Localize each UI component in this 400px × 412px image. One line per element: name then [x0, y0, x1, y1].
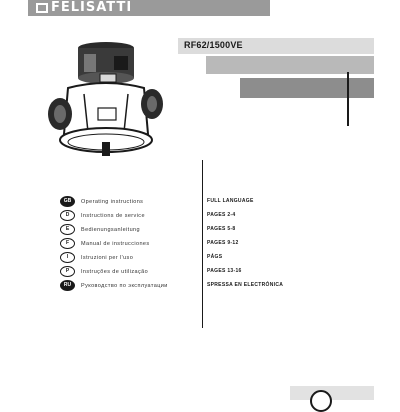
language-row-d [60, 210, 206, 221]
language-badge: P [60, 266, 75, 277]
language-row-i [60, 252, 206, 263]
decorative-bar-dark [240, 78, 374, 98]
footer-corner-box [290, 386, 374, 400]
language-pages: PAGES 2-4 [207, 212, 236, 218]
language-row-gb [60, 196, 206, 207]
router-product-image [44, 38, 164, 164]
language-title: Instruções de utilização [81, 268, 149, 275]
language-title: Operating instructions [81, 198, 144, 205]
language-pages: PAGES 13-16 [207, 268, 242, 274]
language-title: Bedienungsanleitung [81, 226, 140, 233]
language-row-e [60, 224, 206, 235]
brand-logo [36, 1, 232, 14]
divider-line-right [347, 72, 349, 126]
logo-mark-icon [36, 3, 48, 13]
language-title: Manual de instrucciones [81, 240, 150, 247]
language-row-p [60, 266, 206, 277]
decorative-bar-mid [206, 56, 374, 74]
language-badge: GB [60, 196, 75, 207]
language-badge: I [60, 252, 75, 263]
language-title: Руководство по эксплуатации [81, 282, 168, 289]
model-number: RF62/1500VE [184, 40, 243, 50]
language-badge: E [60, 224, 75, 235]
language-pages: PAGES 5-8 [207, 226, 236, 232]
footer-circle-icon [310, 390, 332, 412]
language-pages: PAGES 9-12 [207, 240, 239, 246]
language-pages: PÁGS [207, 254, 223, 260]
language-pages: SPRESSA EN ELECTRÓNICA [207, 282, 284, 288]
language-title: Istruzioni per l'uso [81, 254, 134, 261]
language-pages: FULL LANGUAGE [207, 198, 254, 204]
language-title: Instructions de service [81, 212, 145, 219]
language-badge: F [60, 238, 75, 249]
language-row-ru [60, 280, 206, 291]
language-row-f [60, 238, 206, 249]
language-badge: D [60, 210, 75, 221]
language-badge: RU [60, 280, 75, 291]
brand-name: FELISATTI [51, 0, 133, 15]
